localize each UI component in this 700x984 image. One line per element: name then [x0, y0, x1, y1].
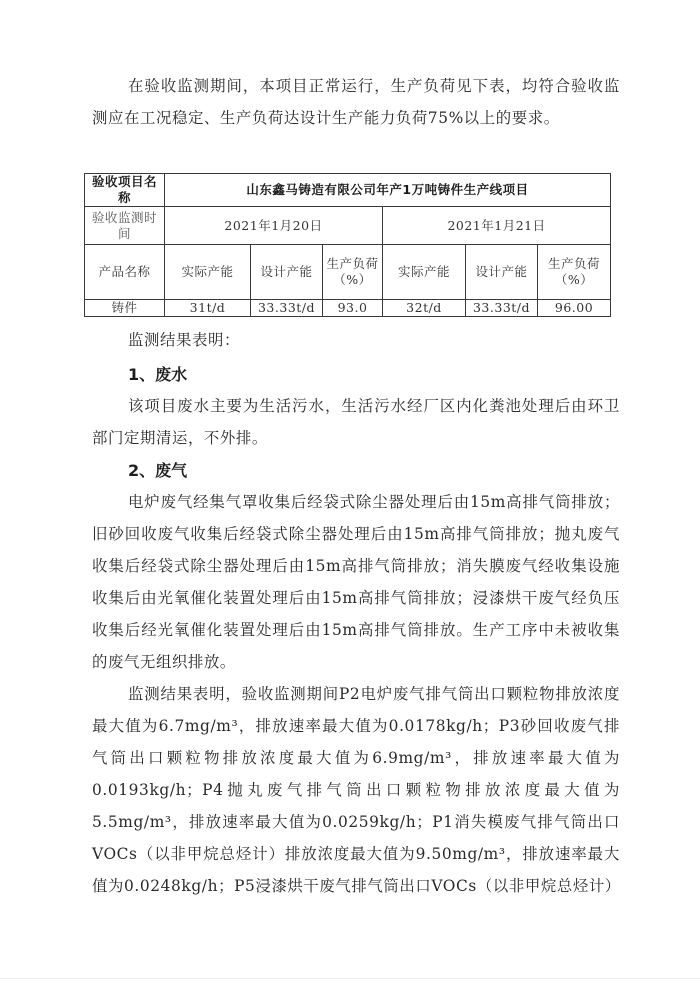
- results-intro: 监测结果表明：: [128, 331, 240, 349]
- production-load-table: [84, 173, 611, 317]
- cell-actual-day1: 31t/d: [165, 300, 251, 317]
- header-cell-design-day2: 设计产能: [466, 245, 538, 300]
- cell-load-day1: 93.0: [323, 300, 383, 317]
- exhaust-results-paragraph: 监测结果表明，验收监测期间P2电炉废气排气筒出口颗粒物排放浓度最大值为6.7mg/m³，排放速率最大值为0.0178kg/h；P3砂回收废气排气筒出口颗粒物排放浓度最大值为6.9mg/m³，排放速率最大值为0.0193kg/h；P4抛丸废气排气筒出口颗粒物排放浓度最大值为5.5mg/m³，排放速率最大值为0.0259kg/h；P1消失模废气排气筒出口VOCs（以非甲烷总烃计）排放浓度最大值为9.50mg/m³，排放速率最大值为0.0248kg/h；P5浸漆烘干废气排气筒出口VOCs（以非甲烷总烃计）: [92, 685, 621, 895]
- table-row-dates: [85, 207, 611, 245]
- header-cell-actual-day2: 实际产能: [383, 245, 466, 300]
- header-cell-load-day1: 生产负荷（%）: [323, 245, 383, 300]
- cell-load-day2: 96.00: [538, 300, 611, 317]
- wastewater-paragraph: 该项目废水主要为生活污水，生活污水经厂区内化粪池处理后由环卫部门定期清运，不外排。: [92, 397, 620, 447]
- section-heading-wastewater: 1、废水: [128, 365, 188, 384]
- date-cell-day2: 2021年1月21日: [383, 207, 611, 245]
- header-cell-load-day2: 生产负荷（%）: [538, 245, 611, 300]
- date-cell-day1: 2021年1月20日: [165, 207, 383, 245]
- header-cell-actual-day1: 实际产能: [165, 245, 251, 300]
- cell-design-day1: 33.33t/d: [251, 300, 323, 317]
- cell-actual-day2: 32t/d: [383, 300, 466, 317]
- intro-paragraph: 在验收监测期间，本项目正常运行，生产负荷见下表，均符合验收监测应在工况稳定、生产负荷达设计生产能力负荷75%以上的要求。: [92, 77, 620, 127]
- header-cell-design-day1: 设计产能: [251, 245, 323, 300]
- table-row: [85, 300, 611, 317]
- project-name-cell: 山东鑫马铸造有限公司年产1万吨铸件生产线项目: [165, 174, 611, 207]
- cell-product: 铸件: [85, 300, 165, 317]
- table-row-project: [85, 174, 611, 207]
- time-label-cell: 验收监测时间: [85, 207, 165, 245]
- cell-design-day2: 33.33t/d: [466, 300, 538, 317]
- exhaust-gas-paragraph: 电炉废气经集气罩收集后经袋式除尘器处理后由15m高排气筒排放；旧砂回收废气收集后经袋式除尘器处理后由15m高排气筒排放；抛丸废气收集后经袋式除尘器处理后由15m高排气筒排放；消失膜废气经收集设施收集后由光氧催化装置处理后由15m高排气筒排放；浸漆烘干废气经负压收集后经光氧催化装置处理后由15m高排气筒排放。生产工序中未被收集的废气无组织排放。: [92, 493, 620, 671]
- table-header-row: [85, 245, 611, 300]
- header-cell-product: 产品名称: [85, 245, 165, 300]
- section-heading-exhaust-gas: 2、废气: [128, 461, 188, 480]
- project-label-cell: 验收项目名称: [85, 174, 165, 207]
